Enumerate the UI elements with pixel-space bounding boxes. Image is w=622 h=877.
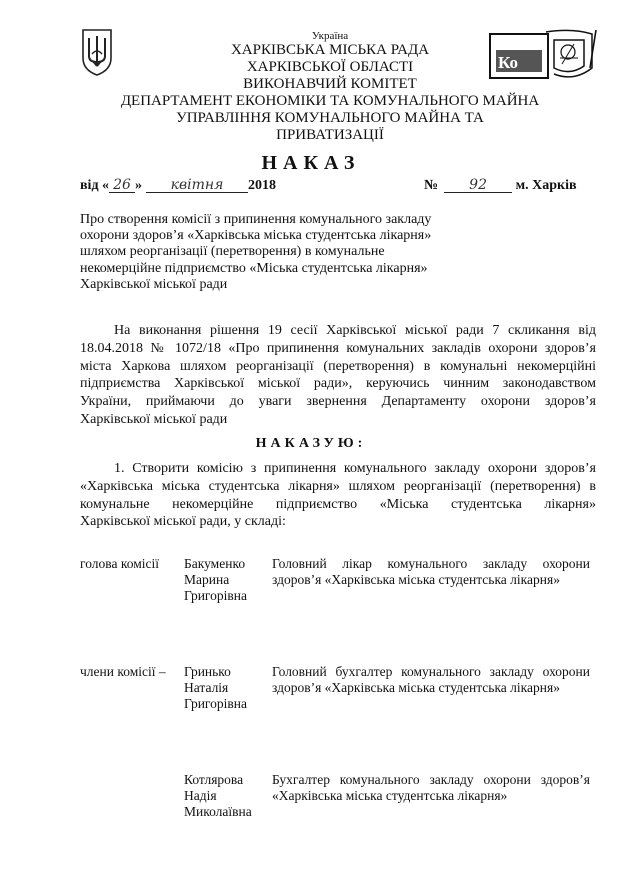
member-position [272,772,590,804]
member-name [184,556,247,603]
position-line: Головний бухгалтер комунального закладу охорони [272,664,590,679]
subject-line: некомерційне підприємство «Міська студентська лікарня» [80,260,428,276]
order-date [80,178,276,194]
header-executive-committee: ВИКОНАВЧИЙ КОМІТЕТ [243,76,417,92]
subject-line: Про створення комісії з припинення комунального закладу [80,212,432,227]
member-patronymic: Григорівна [184,695,247,711]
member-patronymic: Миколаївна [184,803,252,819]
date-month: квітня [146,178,248,193]
member-role: члени комісії – [80,664,166,679]
header-department: ДЕПАРТАМЕНТ ЕКОНОМІКИ ТА КОМУНАЛЬНОГО МАЙНА [120,93,540,109]
member-name [184,772,252,819]
preamble-line: 18.04.2018 № 1072/18 «Про припинення комунальних закладів охорони здоров’я [80,340,596,356]
number-label: № [424,178,439,193]
subject-line: Харківської міської ради [80,276,228,292]
stamp-text: Ко [498,53,518,72]
member-first-name: Надія [184,787,217,803]
subject-line: охорони здоров’я «Харківська міська студентська лікарня» [80,228,432,244]
header-directorate: УПРАВЛІННЯ КОМУНАЛЬНОГО МАЙНА ТА [176,110,484,126]
order-subject [80,212,460,293]
preamble-line: Харківської міської ради [80,411,228,427]
position-line: здоров’я «Харківська міська студентська лікарня» [272,571,560,587]
order-number-block [424,178,577,194]
header-region: ХАРКІВСЬКОЇ ОБЛАСТІ [246,59,414,75]
header-directorate-cont: ПРИВАТИЗАЦІЇ [276,127,384,143]
member-patronymic: Григорівна [184,587,247,603]
member-surname: Гринько [184,664,231,679]
date-mid: » [135,178,143,193]
date-prefix: від « [80,178,110,193]
document-title: НАКАЗ [261,152,361,174]
preamble-paragraph [80,322,596,429]
preamble-line: міста Харкова шляхом реорганізації (перетворення) в комунальні некомерційні [80,358,596,374]
member-surname: Бакуменко [184,556,246,571]
member-role: голова комісії [80,556,159,571]
preamble-line: України, приймаючи до уваги звернення Департаменту охорони здоров’я [80,394,596,410]
position-line: здоров’я «Харківська міська студентська лікарня» [272,679,560,695]
subject-line: шляхом реорганізації (перетворення) в комунальне [80,244,385,260]
item-1-line: 1. Створити комісію з припинення комунального закладу охорони здоров’я [114,461,596,476]
country-label: Україна [311,30,349,42]
order-heading: НАКАЗУЮ: [255,436,367,451]
preamble-line: На виконання рішення 19 сесії Харківської міської ради 7 скликання від [114,323,596,338]
header-city-council: ХАРКІВСЬКА МІСЬКА РАДА [230,42,430,58]
date-day: 26 [109,178,135,193]
member-name [184,664,247,711]
item-1-line: «Харківська міська студентська лікарня» шляхом реорганізації (перетворення) в [80,478,596,494]
member-first-name: Марина [184,571,230,587]
member-first-name: Наталія [184,679,229,695]
member-position [272,664,590,696]
member-surname: Котлярова [184,772,244,787]
date-year: 2018 [248,178,277,193]
city-label: м. Харків [515,178,577,193]
member-position [272,556,590,588]
item-1-paragraph [80,460,596,531]
item-1-line: комунальне некомерційне підприємство «Міська студентська лікарня» [80,496,596,512]
position-line: Бухгалтер комунального закладу охорони здоров’я [272,772,590,787]
position-line: Головний лікар комунального закладу охорони [272,556,590,571]
position-line: «Харківська міська студентська лікарня» [272,787,508,803]
preamble-line: підприємства Харківської міської ради», керуючись чинним законодавством [80,376,596,392]
order-number: 92 [444,178,512,193]
item-1-line: Харківської міської ради, у складі: [80,514,286,530]
